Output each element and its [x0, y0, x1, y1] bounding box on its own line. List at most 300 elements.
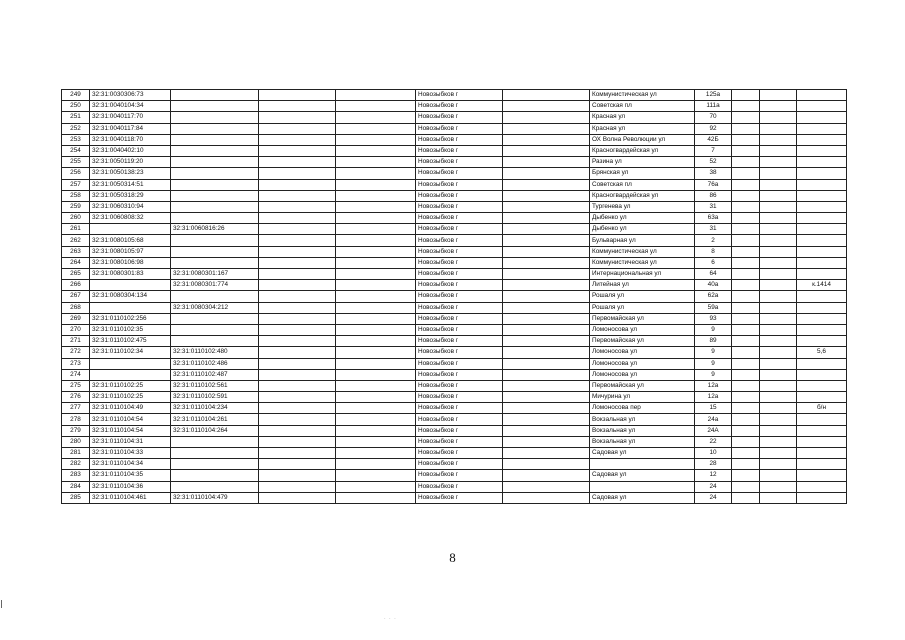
empty-cell: [760, 302, 797, 313]
table-row: [62, 112, 847, 123]
empty-cell: [732, 213, 760, 224]
empty-cell: [259, 90, 336, 101]
empty-cell: [503, 403, 590, 414]
empty-cell: [503, 358, 590, 369]
house-number-cell: 89: [695, 336, 732, 347]
table-row: [62, 392, 847, 403]
empty-cell: [259, 246, 336, 257]
empty-cell: [336, 380, 416, 391]
street-cell: ОХ Волна Революции ул: [590, 134, 695, 145]
row-number: 264: [62, 257, 90, 268]
cadastral-number-cell: 32:31:0110104:49: [90, 403, 171, 414]
empty-cell: [760, 392, 797, 403]
empty-cell: [760, 168, 797, 179]
table-row: [62, 336, 847, 347]
city-cell: Новозыбков г: [416, 134, 503, 145]
cadastral-number-cell: 32:31:0110104:36: [90, 481, 171, 492]
row-number: 267: [62, 291, 90, 302]
house-number-cell: 31: [695, 224, 732, 235]
cadastral-number-secondary-cell: [171, 190, 259, 201]
cadastral-number-cell: 32:31:0110104:35: [90, 470, 171, 481]
row-number: 262: [62, 235, 90, 246]
empty-cell: [259, 190, 336, 201]
empty-cell: [259, 280, 336, 291]
house-number-cell: 28: [695, 459, 732, 470]
apartment-note-cell: [797, 358, 847, 369]
empty-cell: [732, 145, 760, 156]
cadastral-number-secondary-cell: [171, 179, 259, 190]
street-cell: Вокзальная ул: [590, 414, 695, 425]
cadastral-number-cell: 32:31:0110104:34: [90, 459, 171, 470]
row-number: 258: [62, 190, 90, 201]
street-cell: Советская пл: [590, 101, 695, 112]
cadastral-number-secondary-cell: [171, 168, 259, 179]
cadastral-number-secondary-cell: 32:31:0080301:774: [171, 280, 259, 291]
empty-cell: [259, 470, 336, 481]
empty-cell: [336, 313, 416, 324]
empty-cell: [503, 448, 590, 459]
empty-cell: [503, 101, 590, 112]
cadastral-number-secondary-cell: [171, 257, 259, 268]
apartment-note-cell: 5,6: [797, 347, 847, 358]
table-row: [62, 134, 847, 145]
apartment-note-cell: [797, 101, 847, 112]
empty-cell: [732, 459, 760, 470]
street-cell: Красногвардейская ул: [590, 190, 695, 201]
city-cell: Новозыбков г: [416, 145, 503, 156]
street-cell: Ломоносова ул: [590, 358, 695, 369]
city-cell: Новозыбков г: [416, 459, 503, 470]
apartment-note-cell: [797, 313, 847, 324]
cadastral-number-cell: 32:31:0110102:35: [90, 324, 171, 335]
city-cell: Новозыбков г: [416, 436, 503, 447]
empty-cell: [336, 336, 416, 347]
empty-cell: [259, 213, 336, 224]
cadastral-number-secondary-cell: [171, 123, 259, 134]
apartment-note-cell: [797, 470, 847, 481]
cadastral-number-cell: 32:31:0040117:70: [90, 112, 171, 123]
street-cell: Красная ул: [590, 123, 695, 134]
cadastral-number-secondary-cell: [171, 157, 259, 168]
empty-cell: [732, 448, 760, 459]
empty-cell: [732, 403, 760, 414]
empty-cell: [760, 157, 797, 168]
table-row: [62, 313, 847, 324]
apartment-note-cell: [797, 213, 847, 224]
empty-cell: [259, 313, 336, 324]
city-cell: Новозыбков г: [416, 123, 503, 134]
empty-cell: [503, 459, 590, 470]
empty-cell: [732, 291, 760, 302]
cadastral-number-secondary-cell: 32:31:0110104:234: [171, 403, 259, 414]
cadastral-number-cell: 32:31:0060310:94: [90, 201, 171, 212]
empty-cell: [760, 235, 797, 246]
city-cell: Новозыбков г: [416, 280, 503, 291]
apartment-note-cell: [797, 145, 847, 156]
table-row: [62, 302, 847, 313]
apartment-note-cell: [797, 112, 847, 123]
street-cell: Вокзальная ул: [590, 436, 695, 447]
empty-cell: [503, 481, 590, 492]
city-cell: Новозыбков г: [416, 403, 503, 414]
empty-cell: [259, 459, 336, 470]
empty-cell: [503, 414, 590, 425]
table-row: [62, 291, 847, 302]
row-number: 285: [62, 492, 90, 503]
house-number-cell: 93: [695, 313, 732, 324]
empty-cell: [336, 291, 416, 302]
city-cell: Новозыбков г: [416, 179, 503, 190]
apartment-note-cell: [797, 246, 847, 257]
empty-cell: [336, 134, 416, 145]
apartment-note-cell: [797, 201, 847, 212]
row-number: 272: [62, 347, 90, 358]
city-cell: Новозыбков г: [416, 380, 503, 391]
cadastral-number-cell: 32:31:0110104:31: [90, 436, 171, 447]
table-row: [62, 403, 847, 414]
city-cell: Новозыбков г: [416, 481, 503, 492]
table-row: [62, 101, 847, 112]
city-cell: Новозыбков г: [416, 358, 503, 369]
empty-cell: [259, 157, 336, 168]
table-row: [62, 224, 847, 235]
apartment-note-cell: [797, 90, 847, 101]
city-cell: Новозыбков г: [416, 246, 503, 257]
city-cell: Новозыбков г: [416, 448, 503, 459]
apartment-note-cell: [797, 257, 847, 268]
empty-cell: [760, 246, 797, 257]
street-cell: Дыбенко ул: [590, 224, 695, 235]
city-cell: Новозыбков г: [416, 313, 503, 324]
apartment-note-cell: [797, 168, 847, 179]
house-number-cell: 12а: [695, 392, 732, 403]
empty-cell: [760, 492, 797, 503]
empty-cell: [259, 358, 336, 369]
empty-cell: [760, 436, 797, 447]
row-number: 257: [62, 179, 90, 190]
empty-cell: [336, 235, 416, 246]
row-number: 265: [62, 269, 90, 280]
empty-cell: [760, 280, 797, 291]
house-number-cell: 31: [695, 201, 732, 212]
row-number: 276: [62, 392, 90, 403]
street-cell: Садовая ул: [590, 470, 695, 481]
empty-cell: [336, 403, 416, 414]
city-cell: Новозыбков г: [416, 336, 503, 347]
cadastral-number-secondary-cell: [171, 235, 259, 246]
apartment-note-cell: [797, 235, 847, 246]
empty-cell: [760, 145, 797, 156]
cadastral-number-cell: 32:31:0080105:97: [90, 246, 171, 257]
empty-cell: [732, 235, 760, 246]
row-number: 271: [62, 336, 90, 347]
house-number-cell: 92: [695, 123, 732, 134]
apartment-note-cell: [797, 123, 847, 134]
empty-cell: [503, 201, 590, 212]
empty-cell: [503, 168, 590, 179]
street-cell: Ломоносова ул: [590, 324, 695, 335]
empty-cell: [732, 336, 760, 347]
street-cell: Вокзальная ул: [590, 425, 695, 436]
table-row: [62, 235, 847, 246]
cadastral-number-secondary-cell: [171, 134, 259, 145]
street-cell: Рошаля ул: [590, 302, 695, 313]
empty-cell: [732, 470, 760, 481]
empty-cell: [732, 157, 760, 168]
street-cell: [590, 459, 695, 470]
page-number: 8: [449, 550, 456, 565]
city-cell: Новозыбков г: [416, 90, 503, 101]
row-number: 274: [62, 369, 90, 380]
cadastral-number-cell: [90, 369, 171, 380]
empty-cell: [259, 403, 336, 414]
empty-cell: [336, 358, 416, 369]
cadastral-number-secondary-cell: 32:31:0110102:480: [171, 347, 259, 358]
street-cell: Интернациональная ул: [590, 269, 695, 280]
row-number: 282: [62, 459, 90, 470]
empty-cell: [503, 235, 590, 246]
apartment-note-cell: [797, 369, 847, 380]
cadastral-number-secondary-cell: 32:31:0110104:264: [171, 425, 259, 436]
empty-cell: [336, 324, 416, 335]
street-cell: Первомайская ул: [590, 336, 695, 347]
house-number-cell: 24а: [695, 414, 732, 425]
cadastral-number-cell: [90, 358, 171, 369]
empty-cell: [503, 425, 590, 436]
house-number-cell: 111а: [695, 101, 732, 112]
cadastral-number-secondary-cell: [171, 201, 259, 212]
table-row: [62, 358, 847, 369]
house-number-cell: 9: [695, 369, 732, 380]
empty-cell: [503, 134, 590, 145]
apartment-note-cell: б/н: [797, 403, 847, 414]
empty-cell: [760, 448, 797, 459]
empty-cell: [259, 235, 336, 246]
apartment-note-cell: [797, 291, 847, 302]
street-cell: Дыбенко ул: [590, 213, 695, 224]
row-number: 283: [62, 470, 90, 481]
empty-cell: [336, 157, 416, 168]
empty-cell: [732, 358, 760, 369]
apartment-note-cell: [797, 380, 847, 391]
empty-cell: [503, 190, 590, 201]
table-row: [62, 123, 847, 134]
house-number-cell: 42Б: [695, 134, 732, 145]
table-row: [62, 369, 847, 380]
cadastral-number-cell: 32:31:0060808:32: [90, 213, 171, 224]
empty-cell: [336, 425, 416, 436]
row-number: 263: [62, 246, 90, 257]
cadastral-number-cell: 32:31:0040402:10: [90, 145, 171, 156]
empty-cell: [732, 101, 760, 112]
house-number-cell: 12: [695, 470, 732, 481]
empty-cell: [259, 168, 336, 179]
empty-cell: [336, 145, 416, 156]
empty-cell: [760, 90, 797, 101]
street-cell: Садовая ул: [590, 492, 695, 503]
row-number: 273: [62, 358, 90, 369]
empty-cell: [503, 112, 590, 123]
cadastral-number-cell: 32:31:0110102:256: [90, 313, 171, 324]
empty-cell: [336, 179, 416, 190]
empty-cell: [732, 201, 760, 212]
empty-cell: [336, 213, 416, 224]
empty-cell: [732, 134, 760, 145]
cadastral-number-cell: [90, 302, 171, 313]
empty-cell: [259, 380, 336, 391]
cadastral-number-cell: 32:31:0110102:25: [90, 392, 171, 403]
empty-cell: [760, 134, 797, 145]
table-row: [62, 168, 847, 179]
street-cell: Красная ул: [590, 112, 695, 123]
row-number: 279: [62, 425, 90, 436]
table-row: [62, 257, 847, 268]
house-number-cell: 24А: [695, 425, 732, 436]
cadastral-number-cell: 32:31:0050318:29: [90, 190, 171, 201]
empty-cell: [259, 492, 336, 503]
street-cell: Брянская ул: [590, 168, 695, 179]
table-row: [62, 347, 847, 358]
city-cell: Новозыбков г: [416, 347, 503, 358]
empty-cell: [336, 392, 416, 403]
empty-cell: [760, 470, 797, 481]
street-cell: Коммунистическая ул: [590, 257, 695, 268]
empty-cell: [336, 492, 416, 503]
street-cell: Садовая ул: [590, 448, 695, 459]
house-number-cell: 62а: [695, 291, 732, 302]
empty-cell: [503, 369, 590, 380]
house-number-cell: 15: [695, 403, 732, 414]
table-row: [62, 324, 847, 335]
empty-cell: [336, 481, 416, 492]
apartment-note-cell: [797, 336, 847, 347]
table-row: [62, 492, 847, 503]
empty-cell: [732, 280, 760, 291]
empty-cell: [259, 369, 336, 380]
table-row: [62, 269, 847, 280]
row-number: 255: [62, 157, 90, 168]
house-number-cell: 6: [695, 257, 732, 268]
house-number-cell: 125а: [695, 90, 732, 101]
empty-cell: [732, 324, 760, 335]
empty-cell: [760, 201, 797, 212]
empty-cell: [503, 470, 590, 481]
cadastral-number-secondary-cell: 32:31:0080301:167: [171, 269, 259, 280]
cadastral-number-cell: 32:31:0050119:20: [90, 157, 171, 168]
empty-cell: [732, 224, 760, 235]
empty-cell: [259, 269, 336, 280]
empty-cell: [503, 269, 590, 280]
cadastral-number-secondary-cell: [171, 470, 259, 481]
empty-cell: [760, 123, 797, 134]
house-number-cell: 10: [695, 448, 732, 459]
city-cell: Новозыбков г: [416, 112, 503, 123]
empty-cell: [503, 224, 590, 235]
city-cell: Новозыбков г: [416, 291, 503, 302]
empty-cell: [503, 246, 590, 257]
empty-cell: [259, 179, 336, 190]
cadastral-number-cell: 32:31:0110104:54: [90, 425, 171, 436]
empty-cell: [336, 436, 416, 447]
apartment-note-cell: [797, 425, 847, 436]
empty-cell: [259, 101, 336, 112]
city-cell: Новозыбков г: [416, 269, 503, 280]
empty-cell: [732, 168, 760, 179]
empty-cell: [259, 257, 336, 268]
cadastral-number-secondary-cell: [171, 246, 259, 257]
house-number-cell: 38: [695, 168, 732, 179]
house-number-cell: 22: [695, 436, 732, 447]
empty-cell: [503, 257, 590, 268]
cadastral-number-cell: 32:31:0080304:134: [90, 291, 171, 302]
empty-cell: [760, 369, 797, 380]
house-number-cell: 52: [695, 157, 732, 168]
apartment-note-cell: [797, 436, 847, 447]
apartment-note-cell: [797, 459, 847, 470]
empty-cell: [732, 257, 760, 268]
table-row: [62, 425, 847, 436]
empty-cell: [259, 201, 336, 212]
row-number: 261: [62, 224, 90, 235]
table-row: [62, 145, 847, 156]
apartment-note-cell: [797, 481, 847, 492]
house-number-cell: 70: [695, 112, 732, 123]
table-row: [62, 201, 847, 212]
cadastral-number-secondary-cell: [171, 101, 259, 112]
house-number-cell: 86: [695, 190, 732, 201]
cadastral-number-secondary-cell: [171, 448, 259, 459]
empty-cell: [760, 213, 797, 224]
empty-cell: [259, 291, 336, 302]
empty-cell: [732, 179, 760, 190]
city-cell: Новозыбков г: [416, 425, 503, 436]
empty-cell: [503, 157, 590, 168]
city-cell: Новозыбков г: [416, 224, 503, 235]
empty-cell: [732, 246, 760, 257]
house-number-cell: 8: [695, 246, 732, 257]
apartment-note-cell: [797, 492, 847, 503]
cadastral-number-secondary-cell: [171, 436, 259, 447]
cadastral-number-cell: 32:31:0110102:34: [90, 347, 171, 358]
city-cell: Новозыбков г: [416, 168, 503, 179]
cadastral-number-secondary-cell: [171, 313, 259, 324]
street-cell: Ломоносова ул: [590, 369, 695, 380]
empty-cell: [336, 269, 416, 280]
empty-cell: [259, 112, 336, 123]
house-number-cell: 59а: [695, 302, 732, 313]
empty-cell: [760, 313, 797, 324]
registry-table-body: [62, 90, 847, 504]
empty-cell: [259, 425, 336, 436]
row-number: 278: [62, 414, 90, 425]
street-cell: Тургенева ул: [590, 201, 695, 212]
cadastral-number-cell: 32:31:0040117:84: [90, 123, 171, 134]
empty-cell: [503, 347, 590, 358]
city-cell: Новозыбков г: [416, 470, 503, 481]
empty-cell: [336, 448, 416, 459]
row-number: 281: [62, 448, 90, 459]
cadastral-number-cell: 32:31:0040104:34: [90, 101, 171, 112]
empty-cell: [732, 190, 760, 201]
empty-cell: [503, 123, 590, 134]
empty-cell: [732, 380, 760, 391]
empty-cell: [336, 190, 416, 201]
street-cell: Коммунистическая ул: [590, 246, 695, 257]
table-row: [62, 190, 847, 201]
row-number: 266: [62, 280, 90, 291]
empty-cell: [336, 246, 416, 257]
empty-cell: [760, 112, 797, 123]
